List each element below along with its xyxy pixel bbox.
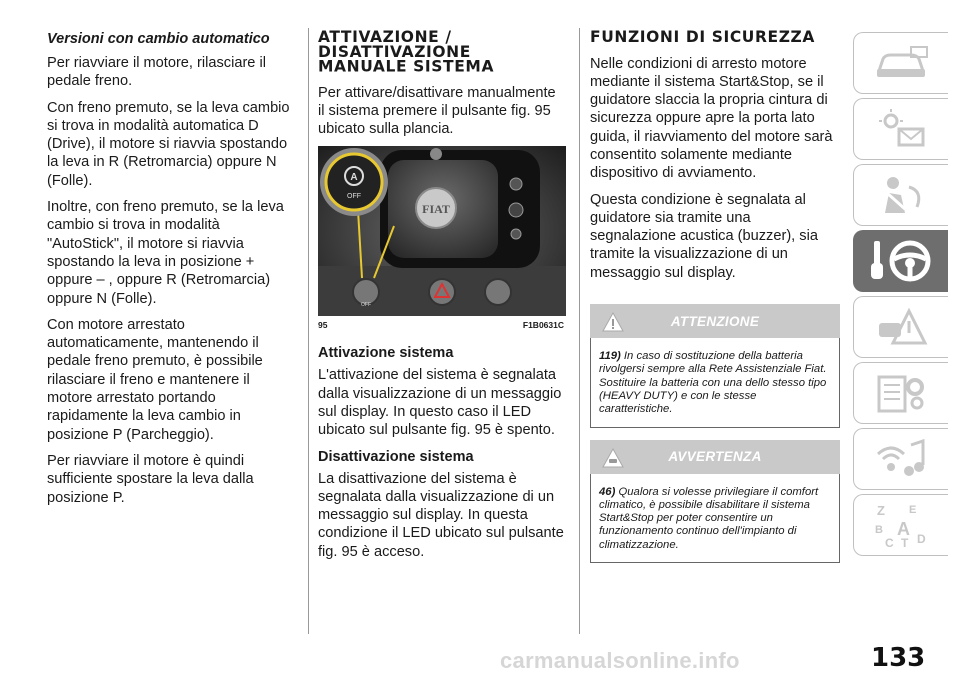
- column-manual-activation: [318, 27, 564, 569]
- subheading: Attivazione sistema: [318, 345, 454, 362]
- figure-number: 95: [318, 320, 328, 331]
- section-heading: ATTIVAZIONE / DISATTIVAZIONE MANUALE SISTEMA: [318, 27, 495, 76]
- figure-caption: [318, 320, 564, 330]
- warning-title: AVVERTENZA: [668, 449, 762, 465]
- warning-lights-icon: [871, 107, 931, 151]
- breakdown-icon: [871, 305, 931, 349]
- section-heading: FUNZIONI DI SICUREZZA: [590, 27, 815, 47]
- svg-text:T: T: [901, 536, 909, 549]
- maintenance-icon: [871, 371, 931, 415]
- svg-text:Z: Z: [877, 503, 885, 518]
- attention-box-header: [590, 304, 840, 338]
- paragraph: Questa condizione è segnalata al guidatore sia tramite una segnalazione acustica (buzzer), sia tramite la visualizzazione di un messaggio sul display.: [590, 191, 818, 281]
- page-number: 133: [871, 643, 926, 673]
- attention-title: ATTENZIONE: [670, 313, 760, 329]
- warning-triangle-icon: [602, 312, 624, 332]
- key-steering-wheel-icon: [866, 237, 936, 285]
- warning-text: Qualora si volesse privilegiare il comfort climatico, è possibile disabilitare il sistema Start&Stop per poter consentire un funzionamento continuo dell'impianto di climatizzazione.: [599, 485, 819, 551]
- airbag-safety-icon: [871, 173, 931, 217]
- chapter-tabs: [853, 32, 948, 560]
- figure-95: [318, 146, 566, 316]
- multimedia-icon: [871, 437, 931, 481]
- attention-text: In caso di sostituzione della batteria rivolgersi sempre alla Rete Assistenziale Fiat. Sostituire la batteria con una dello stesso tipo (HEAVY DUTY) e con le stesse caratteristiche.: [599, 350, 827, 416]
- tab-emergency[interactable]: [853, 296, 948, 358]
- paragraph: Inoltre, con freno premuto, se la leva cambio si trova in modalità "AutoStick", il motore si riavvia spostando la leva in posizione + oppure – , oppure R (Retromarcia) oppure N (Folle).: [47, 199, 284, 307]
- tab-safety[interactable]: [853, 164, 948, 226]
- tab-maintenance[interactable]: [853, 362, 948, 424]
- svg-text:A: A: [897, 519, 910, 539]
- svg-text:C: C: [885, 536, 894, 549]
- warning-box: [590, 440, 840, 563]
- index-icon: [871, 501, 931, 549]
- tab-index[interactable]: [853, 494, 948, 556]
- paragraph: Con motore arrestato automaticamente, mantenendo il pedale freno premuto, è possibile rilasciare il freno e mantenere il motore arrestato portando rapidamente la leva cambio in posizione P (Parcheggio).: [47, 316, 263, 443]
- svg-text:B: B: [875, 524, 883, 536]
- column-safety-functions: [590, 27, 840, 563]
- car-warning-icon: [602, 448, 624, 468]
- paragraph: Per attivare/disattivare manualmente il sistema premere il pulsante fig. 95 ubicato sulla plancia.: [318, 84, 556, 138]
- warning-box-header: [590, 440, 840, 474]
- paragraph: L'attivazione del sistema è segnalata dalla visualizzazione di un messaggio sul display. In questo caso il LED ubicato sul pulsante fig. 95 è spento.: [318, 367, 562, 439]
- column-divider: [308, 28, 309, 634]
- paragraph: Con freno premuto, se la leva cambio si trova in modalità automatica D (Drive), il motore si riavvia spostando la leva in R (Retromarcia) oppure N (Folle).: [47, 99, 290, 189]
- svg-text:OFF: OFF: [361, 302, 371, 309]
- tab-multimedia[interactable]: [853, 428, 948, 490]
- column-automatic-gearbox: [47, 30, 297, 515]
- warning-body: [590, 474, 840, 563]
- tab-warning-lights[interactable]: [853, 98, 948, 160]
- paragraph: Per riavviare il motore è quindi sufficiente spostare la leva dalla posizione P.: [47, 452, 254, 506]
- svg-text:A: A: [350, 172, 358, 184]
- paragraph: Nelle condizioni di arresto motore mediante il sistema Start&Stop, se il guidatore slaccia la propria cintura di sicurezza oppure apre la porta lato guida, il riavviamento del motore sarà consentito solamente mediante dispositivo di avviamento.: [590, 55, 833, 182]
- subheading: Disattivazione sistema: [318, 448, 474, 465]
- note-ref: 46): [599, 485, 616, 498]
- svg-text:E: E: [909, 504, 917, 516]
- figure-code: F1B0631C: [522, 320, 564, 331]
- dashboard-photo: [318, 146, 566, 316]
- note-ref: 119): [599, 350, 621, 363]
- car-icon: [871, 43, 931, 83]
- column-divider: [579, 28, 580, 634]
- attention-body: [590, 338, 840, 427]
- svg-text:D: D: [917, 532, 926, 546]
- paragraph: La disattivazione del sistema è segnalata dalla visualizzazione di un messaggio sul display. In questa condizione il LED ubicato sul pulsante fig. 95 è acceso.: [318, 470, 564, 560]
- off-label: OFF: [347, 193, 361, 201]
- fiat-logo: FIAT: [422, 202, 450, 217]
- tab-car[interactable]: [853, 32, 948, 94]
- paragraph: Per riavviare il motore, rilasciare il pedale freno.: [47, 55, 266, 90]
- section-heading: Versioni con cambio automatico: [47, 31, 270, 47]
- attention-box: [590, 304, 840, 427]
- watermark: carmanualsonline.info: [500, 648, 740, 673]
- tab-starting-driving[interactable]: [853, 230, 948, 292]
